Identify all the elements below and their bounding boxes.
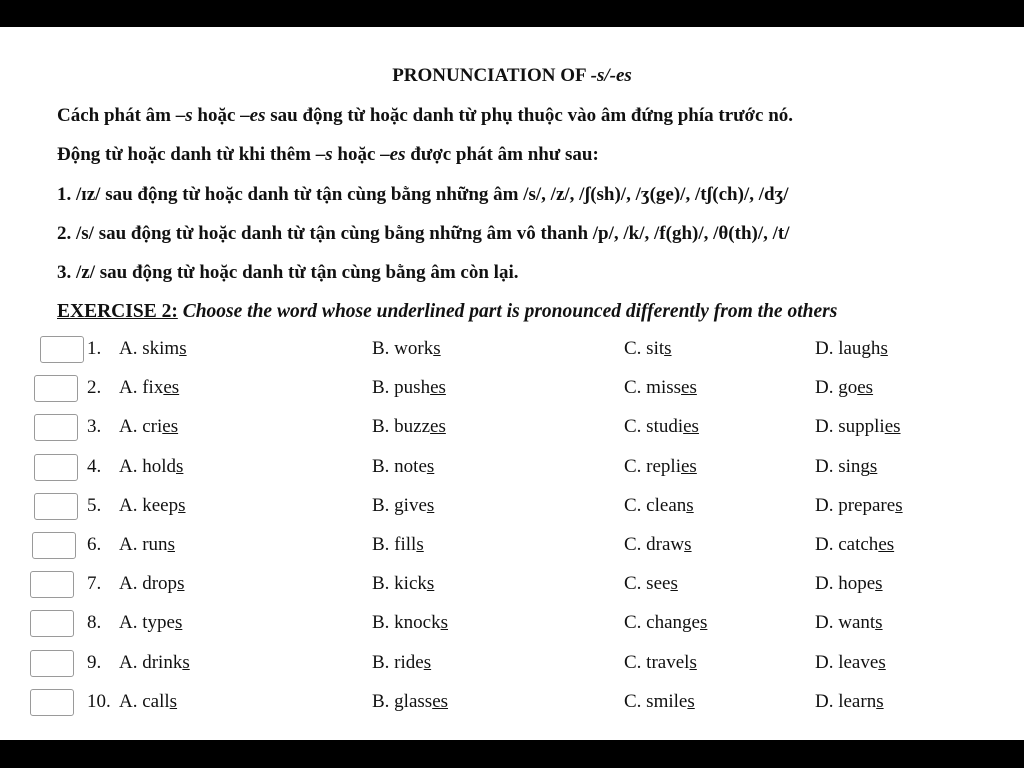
answer-option	[119, 495, 186, 517]
underlined-ending: es	[432, 690, 449, 712]
underlined-ending: s	[440, 612, 449, 634]
option-word: D. go	[815, 377, 858, 399]
option-word: A. skim	[119, 338, 180, 359]
question-number: 7.	[87, 573, 102, 595]
question-row	[0, 568, 1024, 606]
answer-option	[815, 652, 886, 674]
intro-line-2	[57, 144, 599, 166]
question-number: 4.	[87, 455, 102, 477]
option-word: B. kick	[372, 573, 427, 595]
option-word: B. push	[372, 377, 431, 399]
underlined-ending: s	[687, 690, 695, 712]
option-word: B. knock	[372, 612, 441, 634]
underlined-ending: s	[176, 455, 184, 477]
option-word: C. change	[624, 612, 700, 634]
option-word: C. miss	[624, 377, 682, 399]
answer-option	[815, 377, 873, 399]
underlined-ending: s	[426, 455, 435, 477]
question-row	[0, 686, 1024, 724]
answer-option	[119, 573, 184, 595]
question-number: 2.	[87, 377, 102, 399]
underlined-ending: s	[433, 338, 441, 359]
answer-option	[372, 534, 424, 556]
option-word: C. clean	[624, 494, 687, 516]
answer-box[interactable]	[30, 650, 74, 677]
option-word: A. drop	[119, 573, 178, 595]
underlined-ending: s	[174, 612, 183, 634]
question-number: 10.	[87, 690, 111, 712]
underlined-ending: s	[684, 534, 692, 555]
question-number: 6.	[87, 534, 102, 555]
answer-option	[624, 573, 678, 595]
question-row	[0, 529, 1024, 567]
underlined-ending: s	[895, 494, 903, 516]
intro-line-1	[57, 105, 793, 127]
underlined-ending: s	[876, 690, 884, 712]
answer-option	[372, 691, 448, 713]
underlined-ending: s	[689, 651, 697, 673]
option-word: C. see	[624, 573, 671, 595]
underlined-ending: es	[163, 377, 180, 399]
answer-option	[815, 338, 888, 360]
answer-option	[119, 612, 182, 634]
underlined-ending: es	[878, 534, 895, 555]
exercise-instruction: Choose the word whose underlined part is pronounced differently from the others	[177, 301, 838, 322]
answer-option	[372, 416, 446, 438]
question-row	[0, 607, 1024, 645]
answer-box[interactable]	[34, 454, 78, 481]
rule-3: 3. /z/ sau động từ hoặc danh từ tận cùng bằng âm còn lại.	[57, 262, 519, 283]
answer-box[interactable]	[32, 532, 76, 559]
page-title	[0, 65, 1024, 87]
answer-option	[372, 377, 446, 399]
title-italic: -s/-es	[590, 65, 632, 86]
option-word: C. draw	[624, 534, 685, 555]
underlined-ending: s	[699, 612, 708, 634]
option-word: A. drink	[119, 651, 183, 673]
intro-2b: hoặc –	[332, 144, 390, 165]
answer-option	[624, 652, 697, 674]
question-row	[0, 333, 1024, 371]
answer-box[interactable]	[40, 336, 84, 363]
question-row	[0, 451, 1024, 489]
underlined-ending: s	[875, 573, 883, 595]
underlined-ending: s	[686, 494, 694, 516]
answer-option	[372, 495, 434, 517]
underlined-ending: s	[169, 690, 178, 712]
answer-box[interactable]	[34, 493, 78, 520]
answer-box[interactable]	[30, 689, 74, 716]
intro-1es: es	[249, 105, 266, 126]
option-word: B. give	[372, 494, 427, 516]
option-word: B. ride	[372, 651, 424, 673]
underlined-ending: s	[875, 612, 883, 634]
rule-1: 1. /ɪz/ sau động từ hoặc danh từ tận cùng bằng những âm /s/, /z/, /ʃ(sh)/, /ʒ(ge)/, /tʃ(ch)/, /dʒ/	[57, 184, 789, 205]
answer-option	[815, 534, 894, 556]
answer-box[interactable]	[34, 414, 78, 441]
answer-option	[815, 612, 883, 634]
intro-1s: s	[185, 105, 193, 126]
intro-1c: sau động từ hoặc danh từ phụ thuộc vào âm đứng phía trước nó.	[265, 105, 794, 126]
option-word: D. catch	[815, 534, 879, 555]
option-word: A. hold	[119, 455, 176, 477]
option-word: A. run	[119, 534, 168, 555]
underlined-ending: s	[178, 494, 186, 516]
answer-option	[372, 573, 434, 595]
option-word: B. note	[372, 455, 427, 477]
answer-option	[372, 338, 441, 360]
intro-2a: Động từ hoặc danh từ khi thêm –	[57, 144, 326, 165]
option-word: A. fix	[119, 377, 164, 399]
underlined-ending: es	[857, 377, 874, 399]
underlined-ending: s	[167, 534, 175, 555]
option-word: A. call	[119, 690, 170, 712]
option-word: C. sit	[624, 338, 665, 359]
intro-2s: s	[325, 144, 333, 165]
underlined-ending: s	[416, 534, 424, 555]
underlined-ending: s	[869, 455, 878, 477]
underlined-ending: s	[177, 573, 185, 595]
underlined-ending: s	[423, 651, 432, 673]
answer-box[interactable]	[30, 610, 74, 637]
title-text: PRONUNCIATION OF	[392, 65, 591, 86]
underlined-ending: es	[430, 377, 446, 399]
rule-2: 2. /s/ sau động từ hoặc danh từ tận cùng bằng những âm vô thanh /p/, /k/, /f(gh)/, /θ(th)/, /t/	[57, 223, 790, 244]
intro-2c: được phát âm như sau:	[405, 144, 599, 165]
answer-option	[119, 652, 190, 674]
option-word: D. want	[815, 612, 876, 634]
option-word: B. glass	[372, 690, 433, 712]
option-word: B. work	[372, 338, 434, 359]
answer-option	[119, 377, 179, 399]
answer-option	[372, 612, 448, 634]
answer-box[interactable]	[34, 375, 78, 402]
question-row	[0, 647, 1024, 685]
option-word: D. hope	[815, 573, 876, 595]
option-word: A. keep	[119, 494, 179, 516]
option-word: B. buzz	[372, 416, 431, 438]
option-word: C. travel	[624, 651, 690, 673]
option-word: D. laugh	[815, 338, 881, 359]
option-word: C. studi	[624, 416, 684, 438]
question-row	[0, 411, 1024, 449]
underlined-ending: s	[878, 651, 886, 673]
underlined-ending: es	[683, 416, 699, 438]
option-word: B. fill	[372, 534, 417, 555]
answer-option	[815, 456, 877, 478]
answer-option	[372, 652, 431, 674]
exercise-title: EXERCISE 2:	[57, 301, 178, 322]
underlined-ending: s	[182, 651, 190, 673]
option-word: A. type	[119, 612, 175, 634]
underlined-ending: es	[884, 416, 901, 438]
answer-option	[624, 495, 694, 517]
answer-option	[815, 573, 883, 595]
answer-option	[624, 691, 695, 713]
option-word: C. smile	[624, 690, 688, 712]
question-number: 8.	[87, 612, 102, 634]
answer-option	[372, 456, 434, 478]
intro-1a: Cách phát âm –	[57, 105, 186, 126]
question-row	[0, 372, 1024, 410]
intro-1b: hoặc –	[192, 105, 250, 126]
option-word: D. leave	[815, 651, 879, 673]
question-number: 5.	[87, 494, 102, 516]
underlined-ending: es	[681, 455, 697, 477]
underlined-ending: s	[664, 338, 672, 359]
answer-option	[119, 338, 187, 360]
answer-option	[624, 612, 707, 634]
answer-option	[119, 456, 183, 478]
option-word: D. suppli	[815, 416, 885, 438]
underlined-ending: es	[162, 416, 179, 438]
option-word: A. cri	[119, 416, 163, 438]
answer-option	[815, 691, 884, 713]
answer-option	[624, 338, 672, 360]
answer-box[interactable]	[30, 571, 74, 598]
underlined-ending: s	[179, 338, 187, 359]
answer-option	[815, 495, 903, 517]
option-word: D. learn	[815, 690, 877, 712]
option-word: C. repli	[624, 455, 681, 477]
answer-option	[119, 534, 175, 556]
answer-option	[119, 691, 177, 713]
answer-option	[815, 416, 901, 438]
answer-option	[624, 377, 697, 399]
question-number: 1.	[87, 338, 102, 359]
underlined-ending: s	[426, 494, 435, 516]
answer-option	[119, 416, 178, 438]
answer-option	[624, 534, 692, 556]
underlined-ending: es	[681, 377, 697, 399]
question-number: 9.	[87, 651, 102, 673]
question-number: 3.	[87, 416, 102, 438]
option-word: D. sing	[815, 455, 870, 477]
underlined-ending: s	[426, 573, 435, 595]
answer-option	[624, 456, 697, 478]
underlined-ending: es	[430, 416, 446, 438]
exercise-heading	[57, 301, 837, 323]
answer-option	[624, 416, 699, 438]
underlined-ending: s	[670, 573, 678, 595]
underlined-ending: s	[880, 338, 888, 359]
question-row	[0, 490, 1024, 528]
intro-2es: es	[389, 144, 406, 165]
document-page	[0, 27, 1024, 740]
option-word: D. prepare	[815, 494, 896, 516]
